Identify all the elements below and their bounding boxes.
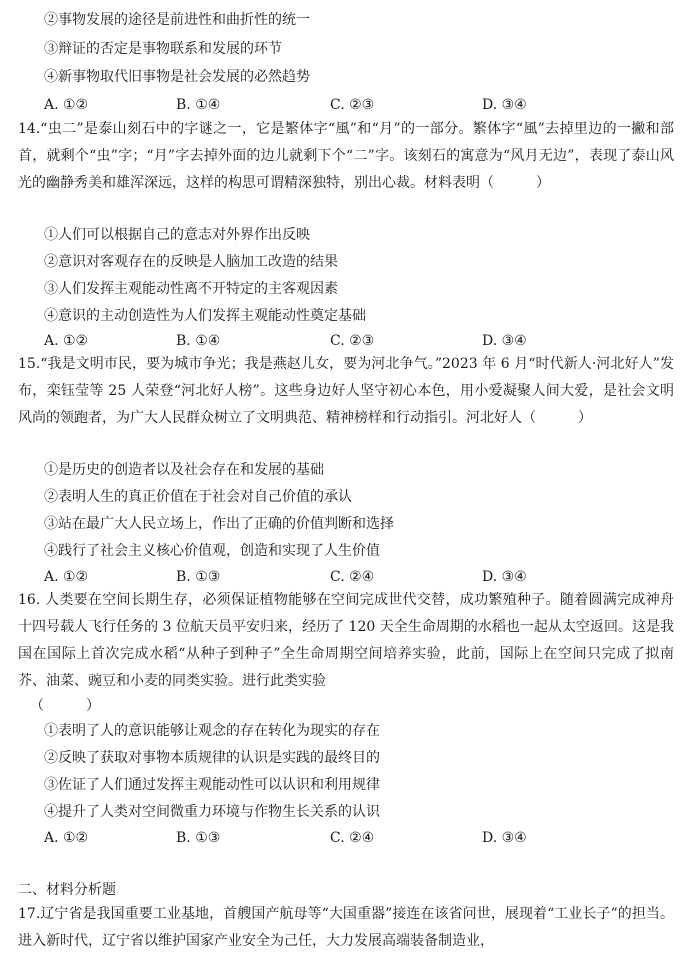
choice-b: B. ①③	[176, 569, 221, 585]
option-line: ②事物发展的途径是前进性和曲折性的统一	[44, 12, 310, 28]
option-line: ②表明人生的真正价值在于社会对自己价值的承认	[44, 489, 352, 505]
option-line: ④新事物取代旧事物是社会发展的必然趋势	[44, 69, 310, 85]
option-line: ③佐证了人们通过发挥主观能动性可以认识和利用规律	[44, 777, 380, 793]
choice-b: B. ①④	[176, 97, 221, 113]
choice-c: C. ②④	[330, 569, 375, 585]
choice-d: D. ③④	[482, 333, 527, 349]
choice-c: C. ②③	[330, 333, 375, 349]
choice-a: A. ①②	[44, 97, 89, 113]
option-line: ①人们可以根据自己的意志对外界作出反映	[44, 227, 310, 243]
choice-c: C. ②④	[330, 830, 375, 846]
choice-c: C. ②③	[330, 97, 375, 113]
option-line: ①是历史的创造者以及社会存在和发展的基础	[44, 462, 324, 478]
option-line: ③辩证的否定是事物联系和发展的环节	[44, 41, 282, 57]
choice-b: B. ①③	[176, 830, 221, 846]
answer-blank: （ ）	[30, 698, 100, 714]
option-line: ①表明了人的意识能够让观念的存在转化为现实的存在	[44, 723, 380, 739]
question-17-stem: 17.辽宁省是我国重要工业基地，首艘国产航母等“大国重器”接连在该省问世，展现着“工业长子”的担当。进入新时代，辽宁省以维护国家产业安全为己任，大力发展高端装备制造业，	[18, 906, 674, 949]
option-line: ④意识的主动创造性为人们发挥主观能动性奠定基础	[44, 308, 366, 324]
section-heading: 二、材料分析题	[18, 882, 116, 898]
choice-d: D. ③④	[482, 830, 527, 846]
choice-a: A. ①②	[44, 333, 89, 349]
choice-d: D. ③④	[482, 569, 527, 585]
option-line: ③人们发挥主观能动性离不开特定的主客观因素	[44, 281, 338, 297]
choice-a: A. ①②	[44, 569, 89, 585]
question-15-stem: 15.“我是文明市民，要为城市争光；我是燕赵儿女，要为河北争气。”2023 年 6 月“时代新人·河北好人”发布，栾钰莹等 25 人荣登“河北好人榜”。这些身边好人坚守初心本色，用小爱凝聚人间大爱，是社会文明风尚的领跑者，为广大人民群众树立了文明典范、精神榜样和行动指引。河北好人（ ）	[18, 356, 674, 426]
choice-a: A. ①②	[44, 830, 89, 846]
question-14-stem: 14.“虫二”是泰山刻石中的字谜之一，它是繁体字“風”和“月”的一部分。繁体字“風”去掉里边的一撇和部首，就剩个“虫”字；“月”字去掉外面的边儿就剩下个“二”字。该刻石的寓意为“风月无边”，表现了泰山风光的幽静秀美和雄浑深远，这样的构思可谓精深独特，别出心裁。材料表明（ ）	[18, 121, 674, 191]
option-line: ②反映了获取对事物本质规律的认识是实践的最终目的	[44, 750, 380, 766]
option-line: ④践行了社会主义核心价值观，创造和实现了人生价值	[44, 543, 380, 559]
question-16-stem: 16. 人类要在空间长期生存，必须保证植物能够在空间完成世代交替，成功繁殖种子。随着圆满完成神舟十四号载人飞行任务的 3 位航天员平安归来，经历了 120 天全生命周期的水稻也一起从太空返回。这是我国在国际上首次完成水稻“从种子到种子”全生命周期空间培养实验，此前，国际上在空间只完成了拟南芥、油菜、豌豆和小麦的同类实验。进行此类实验	[18, 592, 674, 689]
option-line: ②意识对客观存在的反映是人脑加工改造的结果	[44, 254, 338, 270]
choice-d: D. ③④	[482, 97, 527, 113]
option-line: ③站在最广大人民立场上，作出了正确的价值判断和选择	[44, 516, 394, 532]
option-line: ④提升了人类对空间微重力环境与作物生长关系的认识	[44, 804, 380, 820]
choice-b: B. ①④	[176, 333, 221, 349]
